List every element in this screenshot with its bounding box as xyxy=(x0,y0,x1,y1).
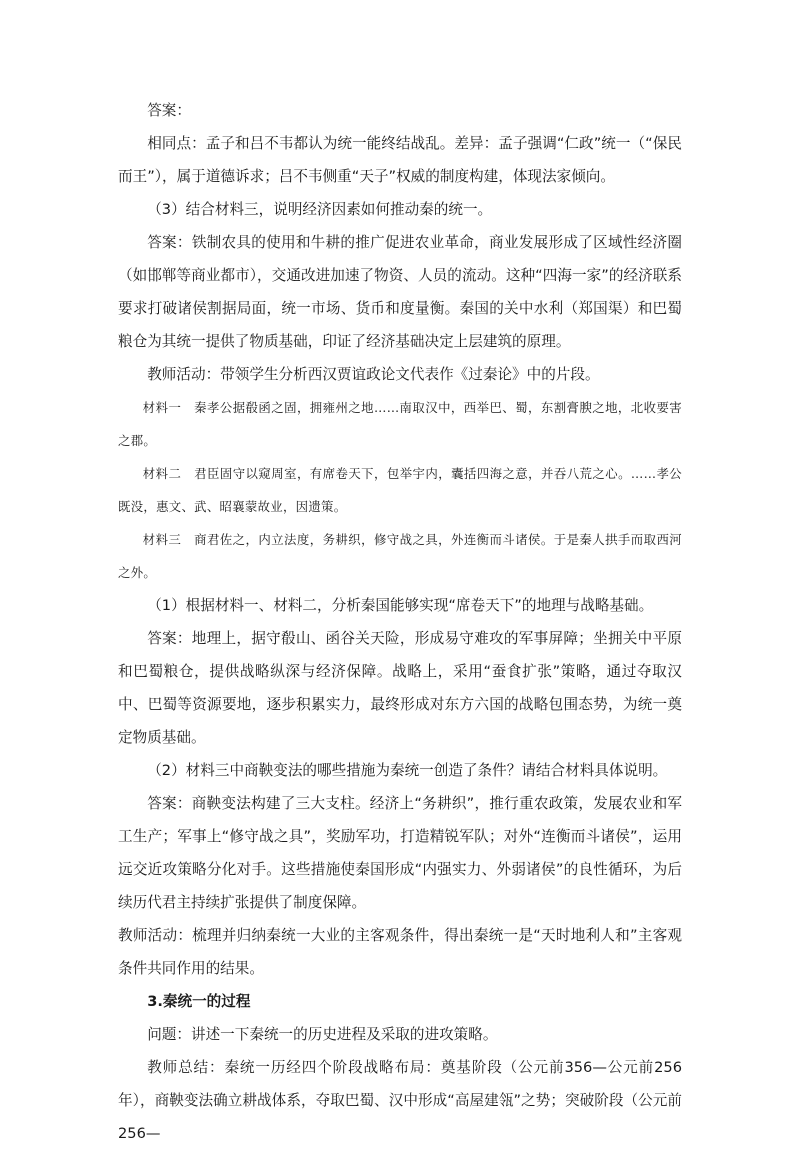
teacher-activity-1: 教师活动：带领学生分析西汉贾谊政论文代表作《过秦论》中的片段。 xyxy=(147,366,600,383)
question-process: 问题：讲述一下秦统一的历史进程及采取的进攻策略。 xyxy=(147,1026,498,1043)
document-page xyxy=(118,94,682,1150)
teacher-summary: 教师总结：秦统一历经四个阶段战略布局：奠基阶段（公元前356—公元前256年），商鞅变法确立耕战体系，夺取巴蜀、汉中形成“高屋建瓴”之势；突破阶段（公元前256— xyxy=(118,1059,682,1142)
teacher-activity-2: 教师活动：梳理并归纳秦统一大业的主客观条件，得出秦统一是“天时地利人和”主客观条件共同作用的结果。 xyxy=(118,927,682,977)
section-heading-3: 3.秦统一的过程 xyxy=(147,993,251,1010)
answer-1: 答案：地理上，据守殽山、函谷关天险，形成易守难攻的军事屏障；坐拥关中平原和巴蜀粮仓，提供战略纵深与经济保障。战略上，采用“蚕食扩张”策略，通过夺取汉中、巴蜀等资源要地，逐步积累实力，最终形成对东方六国的战略包围态势，为统一奠定物质基础。 xyxy=(118,630,682,746)
question-3: （3）结合材料三，说明经济因素如何推动秦的统一。 xyxy=(147,201,493,218)
answer-label: 答案： xyxy=(147,102,191,119)
question-1: （1）根据材料一、材料二，分析秦国能够实现“席卷天下”的地理与战略基础。 xyxy=(147,597,654,614)
question-2: （2）材料三中商鞅变法的哪些措施为秦统一创造了条件？请结合材料具体说明。 xyxy=(147,762,668,779)
material-2: 材料二 君臣固守以窥周室，有席卷天下，包举宇内，囊括四海之意，并吞八荒之心。……孝公既没，惠文、武、昭襄蒙故业，因遗策。 xyxy=(118,466,682,514)
answer-2: 答案：商鞅变法构建了三大支柱。经济上“务耕织”，推行重农政策，发展农业和军工生产；军事上“修守战之具”，奖励军功，打造精锐军队；对外“连衡而斗诸侯”，运用远交近攻策略分化对手。这些措施使秦国形成“内强实力、外弱诸侯”的良性循环，为后续历代君主持续扩张提供了制度保障。 xyxy=(118,795,682,911)
material-3: 材料三 商君佐之，内立法度，务耕织，修守战之具，外连衡而斗诸侯。于是秦人拱手而取西河之外。 xyxy=(118,532,682,580)
material-1: 材料一 秦孝公据殽函之固，拥雍州之地……南取汉中，西举巴、蜀，东割膏腴之地，北收要害之郡。 xyxy=(118,400,682,448)
answer-3: 答案：铁制农具的使用和牛耕的推广促进农业革命，商业发展形成了区域性经济圈（如邯郸等商业都市），交通改进加速了物资、人员的流动。这种“四海一家”的经济联系要求打破诸侯割据局面，统一市场、货币和度量衡。秦国的关中水利（郑国渠）和巴蜀粮仓为其统一提供了物质基础，印证了经济基础决定上层建筑的原理。 xyxy=(118,234,682,350)
similarity-answer: 相同点：孟子和吕不韦都认为统一能终结战乱。差异：孟子强调“仁政”统一（“保民而王”），属于道德诉求；吕不韦侧重“天子”权威的制度构建，体现法家倾向。 xyxy=(118,135,682,185)
